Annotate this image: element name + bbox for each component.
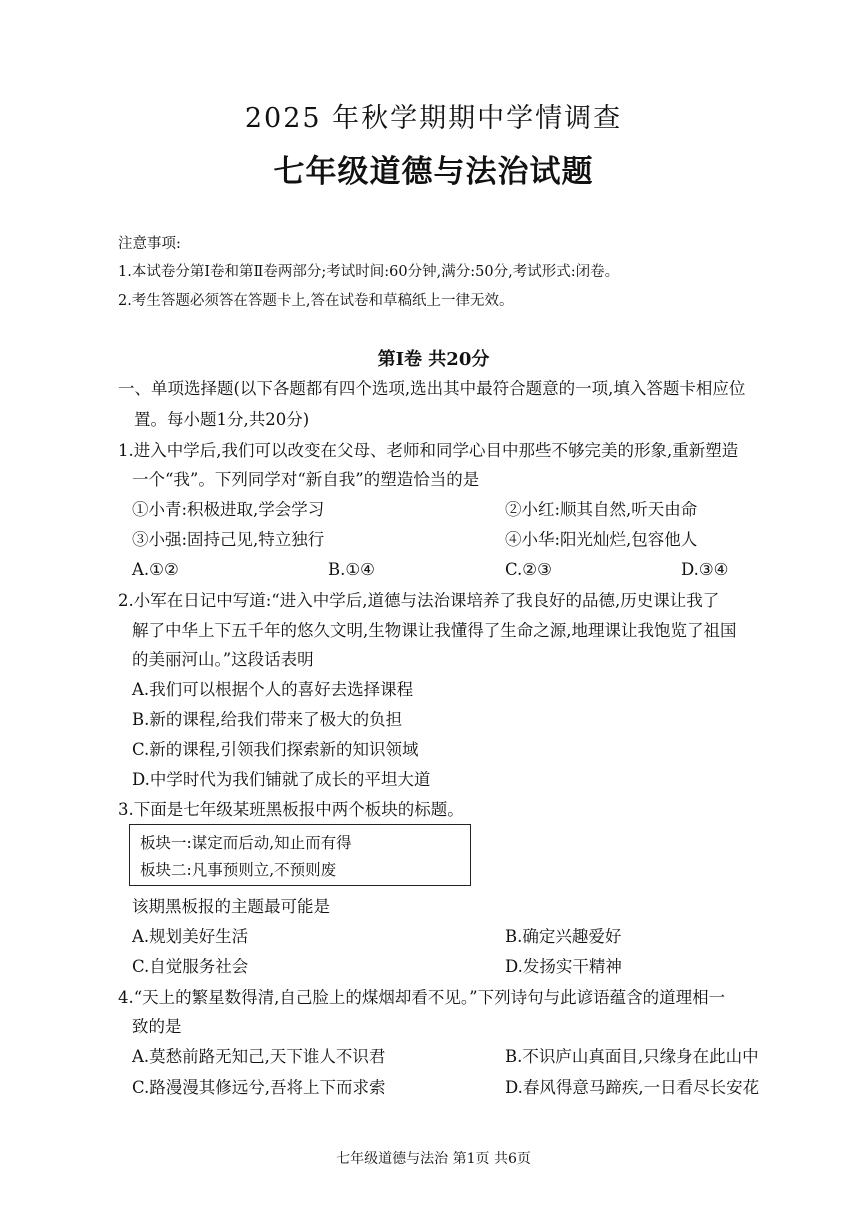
question-4-option-c: C.路漫漫其修远兮,吾将上下而求索 xyxy=(132,1078,386,1097)
page-footer: 七年级道德与法治 第1页 共6页 xyxy=(336,1151,531,1167)
question-2-line-1: 2.小军在日记中写道:“进入中学后,道德与法治课培养了我良好的品德,历史课让我了 xyxy=(118,591,720,610)
question-3-line-1: 3.下面是七年级某班黑板报中两个板块的标题。 xyxy=(118,800,464,819)
exam-title: 2025 年秋学期期中学情调查 xyxy=(244,103,623,134)
question-1-line-1: 1.进入中学后,我们可以改变在父母、老师和同学心目中那些不够完美的形象,重新塑造 xyxy=(118,441,739,460)
question-1-statement-3: ③小强:固持己见,特立独行 xyxy=(132,530,325,549)
notice-heading: 注意事项: xyxy=(118,236,181,252)
question-4-line-2: 致的是 xyxy=(132,1017,182,1036)
blackboard-titles-box xyxy=(129,824,471,886)
question-2-line-3: 的美丽河山。”这段话表明 xyxy=(132,650,314,669)
question-4-option-a: A.莫愁前路无知己,天下谁人不识君 xyxy=(132,1047,386,1066)
question-1-statement-4: ④小华:阳光灿烂,包容他人 xyxy=(505,530,698,549)
question-2-option-d: D.中学时代为我们铺就了成长的平坦大道 xyxy=(132,770,431,789)
question-3-stem: 该期黑板报的主题最可能是 xyxy=(132,897,330,916)
blackboard-title-2: 板块二:凡事预则立,不预则废 xyxy=(140,861,337,879)
section-instruction-line1: 一、单项选择题(以下各题都有四个选项,选出其中最符合题意的一项,填入答题卡相应位 xyxy=(118,379,746,398)
question-1-option-b: B.①④ xyxy=(328,560,375,579)
question-1-statement-1: ①小青:积极进取,学会学习 xyxy=(132,500,325,519)
question-2-option-a: A.我们可以根据个人的喜好去选择课程 xyxy=(132,680,414,699)
question-1-option-a: A.①② xyxy=(132,560,179,579)
question-2-line-2: 解了中华上下五千年的悠久文明,生物课让我懂得了生命之源,地理课让我饱览了祖国 xyxy=(132,621,737,640)
question-2-option-b: B.新的课程,给我们带来了极大的负担 xyxy=(132,710,403,729)
notice-item-1: 1.本试卷分第Ⅰ卷和第Ⅱ卷两部分;考试时间:60分钟,满分:50分,考试形式:闭卷。 xyxy=(118,264,620,280)
question-3-option-b: B.确定兴趣爱好 xyxy=(505,927,622,946)
exam-subtitle: 七年级道德与法治试题 xyxy=(273,154,594,190)
question-1-statement-2: ②小红:顺其自然,听天由命 xyxy=(505,500,698,519)
question-3-option-a: A.规划美好生活 xyxy=(132,927,249,946)
question-2-option-c: C.新的课程,引领我们探索新的知识领域 xyxy=(132,740,419,759)
blackboard-title-1: 板块一:谋定而后动,知止而有得 xyxy=(140,834,352,852)
question-4-option-b: B.不识庐山真面目,只缘身在此山中 xyxy=(505,1047,759,1066)
question-4-option-d: D.春风得意马蹄疾,一日看尽长安花 xyxy=(505,1078,760,1097)
question-4-line-1: 4.“天上的繁星数得清,自己脸上的煤烟却看不见。”下列诗句与此谚语蕴含的道理相一 xyxy=(118,988,726,1007)
question-3-option-c: C.自觉服务社会 xyxy=(132,957,249,976)
question-1-option-d: D.③④ xyxy=(681,560,729,579)
question-3-option-d: D.发扬实干精神 xyxy=(505,957,622,976)
section-title: 第Ⅰ卷 共20分 xyxy=(377,349,490,370)
notice-item-2: 2.考生答题必须答在答题卡上,答在试卷和草稿纸上一律无效。 xyxy=(118,293,514,309)
section-instruction-line2: 置。每小题1分,共20分) xyxy=(134,410,310,429)
question-1-option-c: C.②③ xyxy=(505,560,552,579)
question-1-line-2: 一个“我”。下列同学对“新自我”的塑造恰当的是 xyxy=(132,470,480,489)
